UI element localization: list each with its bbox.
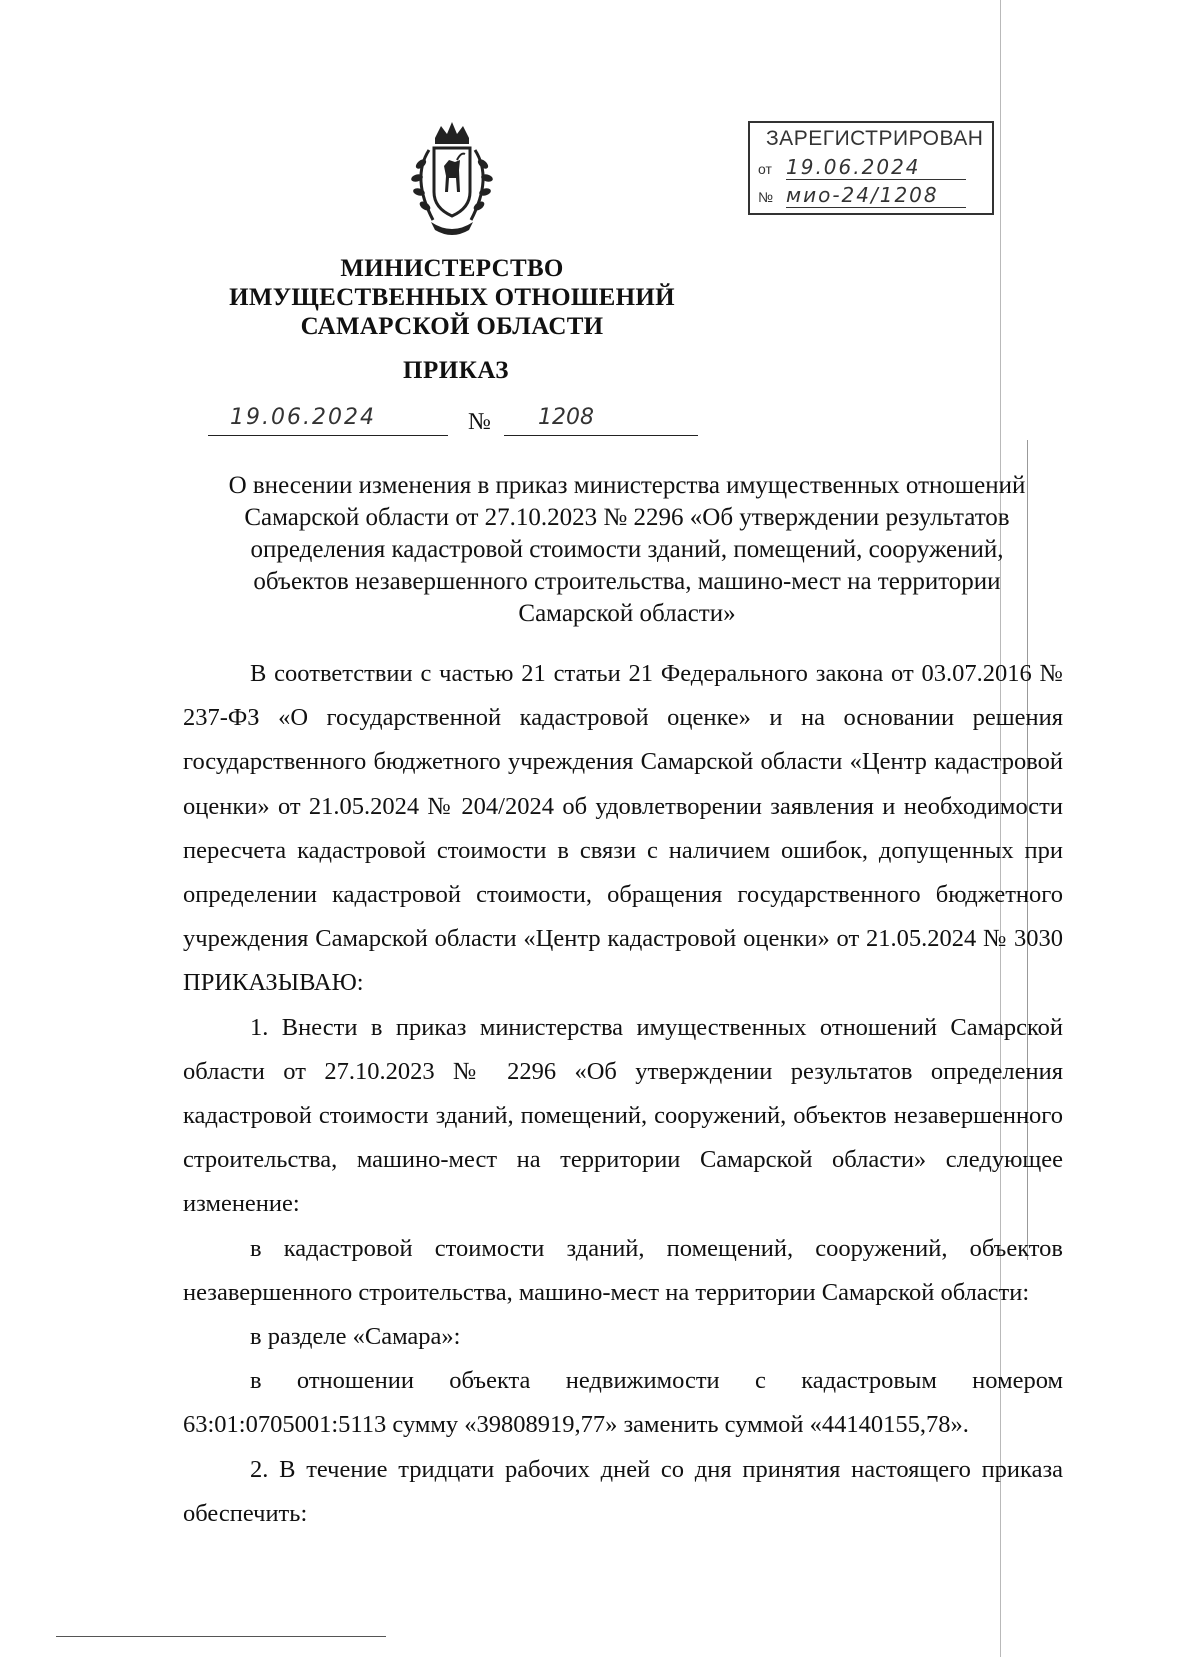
order-subject (196, 470, 1058, 630)
order-number: 1208 (538, 405, 594, 430)
order-body (183, 652, 1063, 1536)
order-date-number-line (208, 405, 698, 439)
ministry-heading-line: ИМУЩЕСТВЕННЫХ ОТНОШЕНИЙ (229, 284, 675, 311)
stamp-date-value: 19.06.2024 (786, 155, 966, 180)
date-underline (208, 435, 448, 436)
ministry-heading-line: САМАРСКОЙ ОБЛАСТИ (300, 313, 604, 340)
subject-line: объектов незавершенного строительства, машино-мест на территории (253, 568, 1001, 595)
subject-line: Самарской области» (518, 600, 736, 627)
ministry-heading (200, 254, 704, 341)
stamp-number-row (758, 183, 939, 207)
subject-line: Самарской области от 27.10.2023 № 2296 «Об утверждении результатов (244, 504, 1010, 531)
paragraph-preamble: В соответствии с частью 21 статьи 21 Федерального закона от 03.07.2016 № 237-ФЗ «О государственной кадастровой оценке» и на основании решения государственного бюджетного учреждения Самарской области «Центр кадастровой оценки» от 21.05.2024 № 204/2024 об удовлетворении заявления и необходимости пересчета кадастровой стоимости в связи с наличием ошибок, допущенных при определении кадастровой стоимости, обращения государственного бюджетного учреждения Самарской области «Центр кадастровой оценки» от 21.05.2024 № 3030 ПРИКАЗЫВАЮ: (183, 660, 1063, 997)
footer-separator-line (56, 1636, 386, 1637)
registration-stamp (748, 121, 994, 215)
paragraph-change: в кадастровой стоимости зданий, помещений, сооружений, объектов незавершенного строительства, машино-мест на территории Самарской области: (183, 1234, 1063, 1306)
order-title: ПРИКАЗ (403, 357, 509, 384)
stamp-title: ЗАРЕГИСТРИРОВАН (766, 127, 984, 150)
subject-line: О внесении изменения в приказ министерства имущественных отношений (228, 472, 1026, 499)
paragraph-section: в разделе «Самара»: (250, 1323, 461, 1351)
stamp-number-value: мио-24/1208 (786, 183, 966, 208)
stamp-date-prefix: от (758, 161, 772, 177)
coat-of-arms-emblem (403, 120, 501, 238)
ministry-heading-line: МИНИСТЕРСТВО (340, 255, 564, 282)
subject-line: определения кадастровой стоимости зданий, помещений, сооружений, (250, 536, 1004, 563)
paragraph-object: в отношении объекта недвижимости с кадастровым номером 63:01:0705001:5113 сумму «39808919,77» заменить суммой «44140155,78». (183, 1367, 1063, 1439)
order-date: 19.06.2024 (230, 405, 376, 430)
paragraph-item-1: 1. Внести в приказ министерства имущественных отношений Самарской области от 27.10.2023 № 2296 «Об утверждении результатов определения кадастровой стоимости зданий, помещений, сооружений, объектов незавершенного строительства, машино-мест на территории Самарской области» следующее изменение: (183, 1013, 1063, 1218)
paragraph-item-2: 2. В течение тридцати рабочих дней со дня принятия настоящего приказа обеспечить: (183, 1455, 1063, 1527)
number-underline (504, 435, 698, 436)
stamp-date-row (758, 155, 921, 179)
stamp-number-prefix: № (758, 189, 774, 205)
order-number-label: № (468, 409, 491, 435)
